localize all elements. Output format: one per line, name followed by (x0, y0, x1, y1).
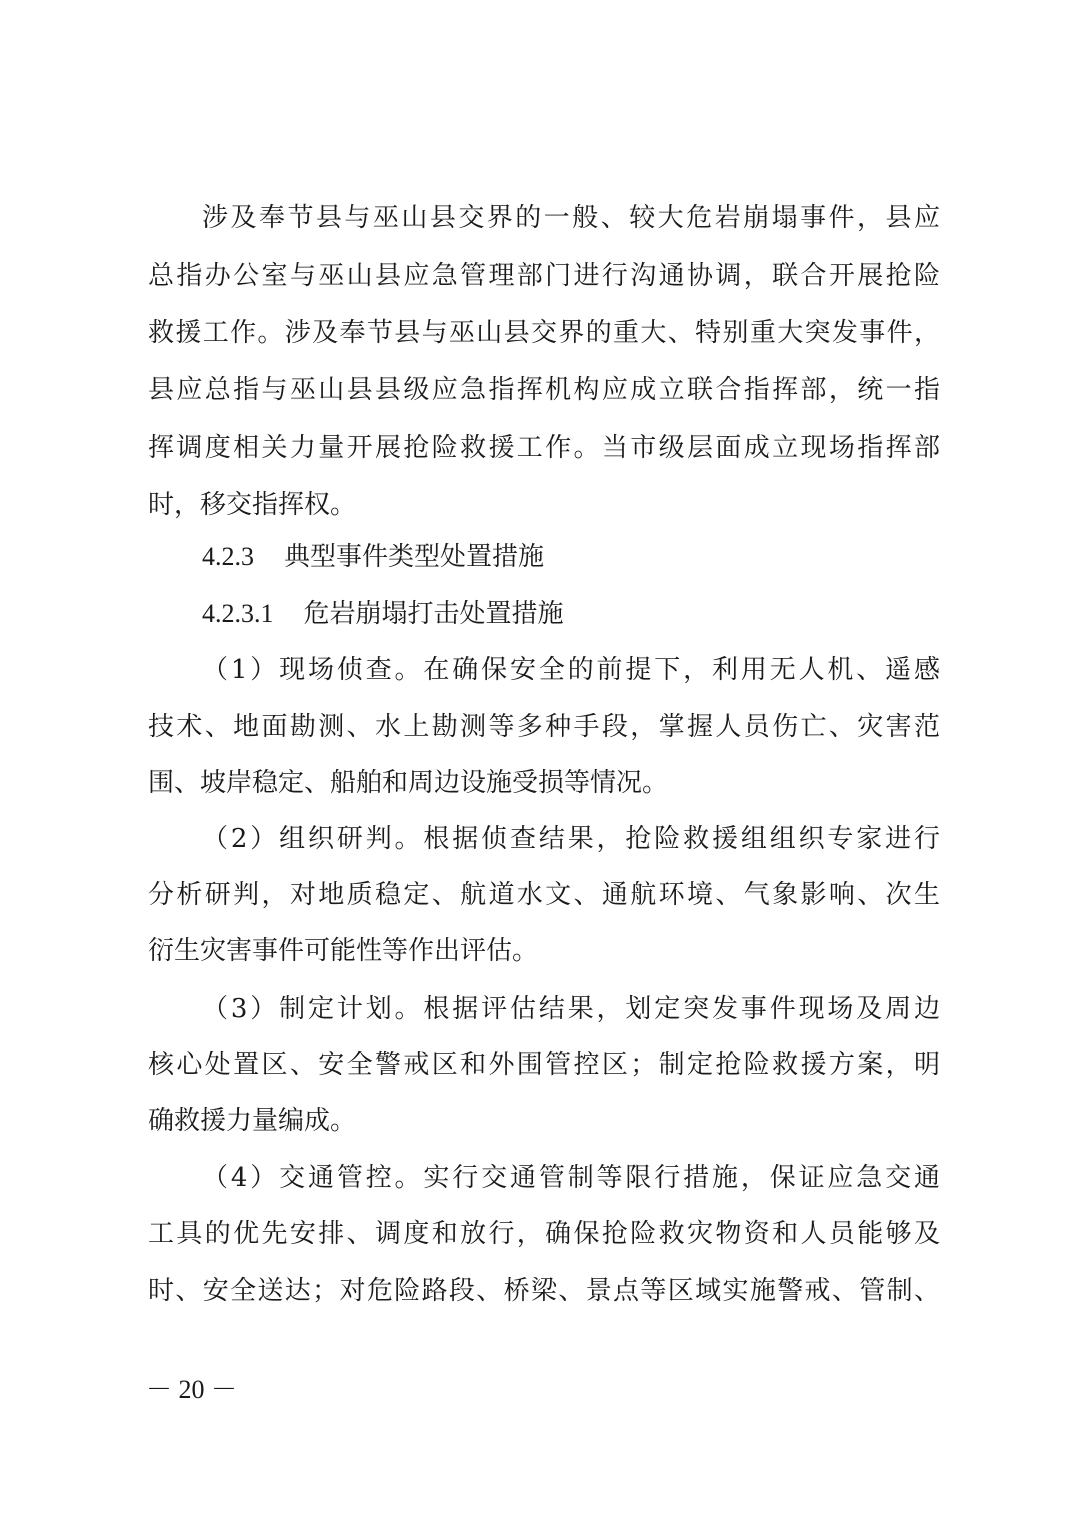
section-number: 4.2.3 (202, 542, 254, 571)
section-heading (202, 540, 940, 574)
list-item-line: （1）现场侦查。在确保安全的前提下，利用无人机、遥感 (202, 655, 940, 685)
list-item-line: 分析研判，对地质稳定、航道水文、通航环境、气象影响、次生 (148, 880, 940, 910)
paragraph-line: 时，移交指挥权。 (148, 490, 357, 520)
list-item-line: 核心处置区、安全警戒区和外围管控区；制定抢险救援方案，明 (148, 1050, 940, 1080)
list-item-line: （2）组织研判。根据侦查结果，抢险救援组组织专家进行 (202, 824, 940, 854)
list-item-line: 衍生灾害事件可能性等作出评估。 (148, 936, 539, 966)
subsection-number: 4.2.3.1 (202, 599, 274, 628)
subsection-title: 危岩崩塌打击处置措施 (303, 599, 564, 629)
page-number: － 20 － (146, 1375, 238, 1404)
list-item-line: 围、坡岸稳定、船舶和周边设施受损等情况。 (148, 768, 669, 798)
list-item-line: （3）制定计划。根据评估结果，划定突发事件现场及周边 (202, 994, 940, 1024)
list-item-line: 工具的优先安排、调度和放行，确保抢险救灾物资和人员能够及 (148, 1219, 940, 1249)
paragraph-line: 救援工作。涉及奉节县与巫山县交界的重大、特别重大突发事件， (148, 318, 940, 348)
paragraph-line: 挥调度相关力量开展抢险救援工作。当市级层面成立现场指挥部 (148, 433, 940, 463)
paragraph-line: 县应总指与巫山县县级应急指挥机构应成立联合指挥部，统一指 (148, 375, 940, 405)
paragraph-line: 涉及奉节县与巫山县交界的一般、较大危岩崩塌事件，县应 (202, 203, 940, 233)
paragraph-line: 总指办公室与巫山县应急管理部门进行沟通协调，联合开展抢险 (148, 261, 940, 291)
subsection-heading (202, 597, 940, 631)
list-item-line: 技术、地面勘测、水上勘测等多种手段，掌握人员伤亡、灾害范 (148, 712, 940, 742)
list-item-line: 时、安全送达；对危险路段、桥梁、景点等区域实施警戒、管制、 (148, 1276, 940, 1306)
list-item-line: 确救援力量编成。 (148, 1106, 357, 1136)
section-title: 典型事件类型处置措施 (284, 542, 545, 572)
list-item-line: （4）交通管控。实行交通管制等限行措施，保证应急交通 (202, 1163, 940, 1193)
